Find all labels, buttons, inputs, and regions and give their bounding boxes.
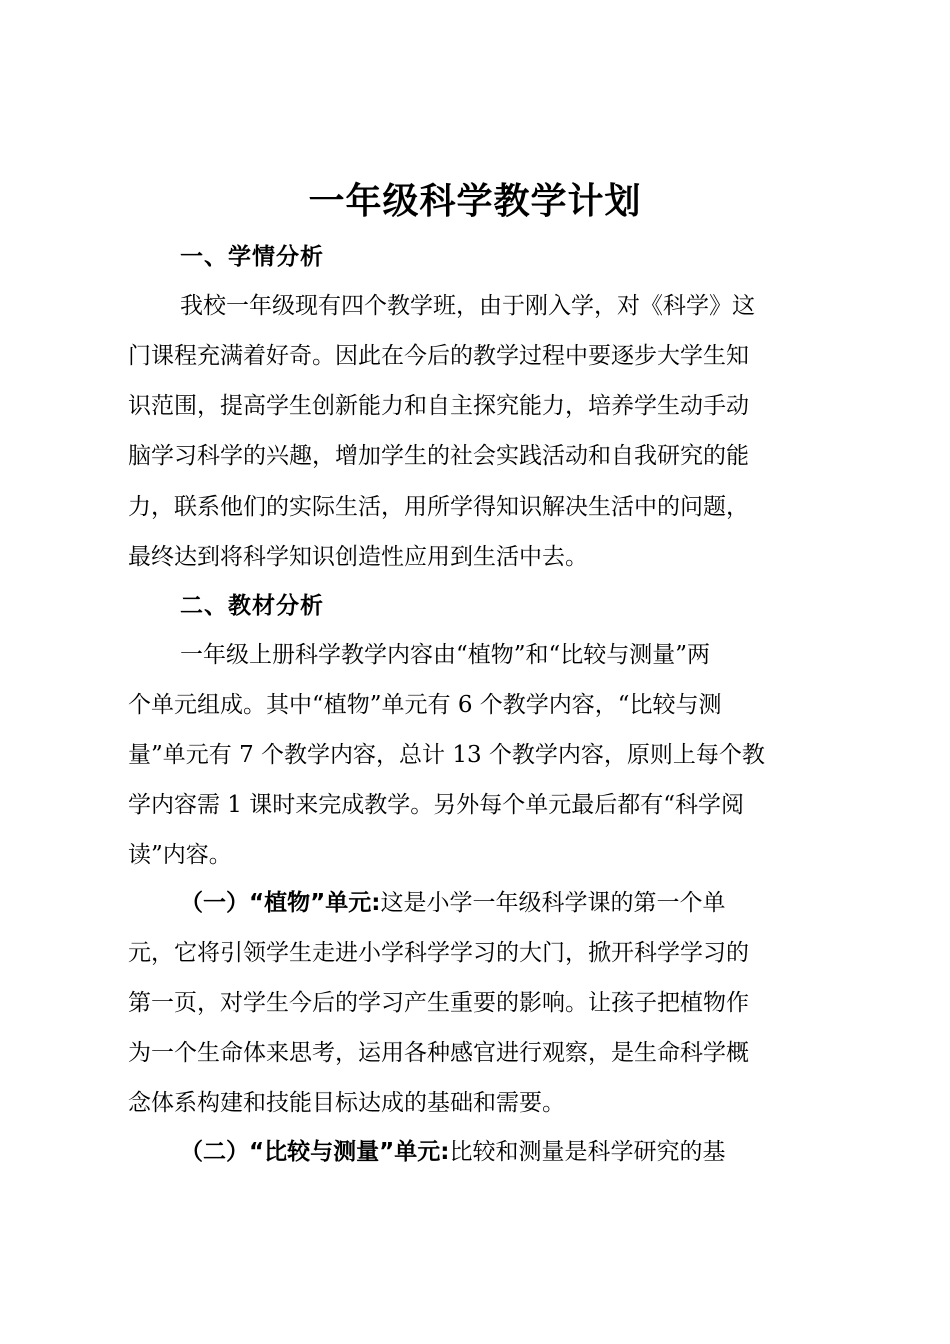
- paragraph-line: 读”内容。: [128, 842, 232, 868]
- unit-text: 这是小学一年级科学课的第一个单: [380, 890, 726, 916]
- paragraph-line: 我校一年级现有四个教学班，由于刚入学，对《科学》这: [180, 293, 755, 319]
- paragraph-line: 第一页，对学生今后的学习产生重要的影响。让孩子把植物作: [128, 990, 749, 1016]
- unit-paragraph-first-line: [180, 1135, 725, 1169]
- paragraph-line: 量”单元有 7 个教学内容，总计 13 个教学内容，原则上每个教: [128, 742, 765, 768]
- paragraph-line: 为一个生命体来思考，运用各种感官进行观察，是生命科学概: [128, 1040, 749, 1066]
- document-title: 一年级科学教学计划: [308, 181, 642, 222]
- paragraph-line: 元，它将引领学生走进小学科学学习的大门，掀开科学学习的: [128, 940, 749, 966]
- paragraph-line: 念体系构建和技能目标达成的基础和需要。: [128, 1090, 565, 1116]
- paragraph-line: 最终达到将科学知识创造性应用到生活中去。: [128, 544, 588, 570]
- paragraph-line: 脑学习科学的兴趣，增加学生的社会实践活动和自我研究的能: [128, 443, 749, 469]
- paragraph-line: 识范围，提高学生创新能力和自主探究能力，培养学生动手动: [128, 393, 749, 419]
- section-heading-textbook-analysis: 二、教材分析: [180, 593, 324, 619]
- paragraph-line: 门课程充满着好奇。因此在今后的教学过程中要逐步大学生知: [128, 343, 749, 369]
- paragraph-line: 力，联系他们的实际生活，用所学得知识解决生活中的问题，: [128, 494, 749, 520]
- unit-label-plants: （一）“植物”单元:: [180, 890, 381, 916]
- section-heading-learning-analysis: 一、学情分析: [180, 244, 324, 270]
- unit-paragraph-first-line: [180, 886, 725, 920]
- unit-text: 比较和测量是科学研究的基: [449, 1139, 726, 1165]
- paragraph-line: 学内容需 1 课时来完成教学。另外每个单元最后都有“科学阅: [128, 792, 745, 818]
- paragraph-line: 个单元组成。其中“植物”单元有 6 个教学内容，“比较与测: [128, 692, 722, 718]
- paragraph-line: 一年级上册科学教学内容由“植物”和“比较与测量”两: [180, 642, 711, 668]
- unit-label-compare-measure: （二）“比较与测量”单元:: [180, 1139, 450, 1165]
